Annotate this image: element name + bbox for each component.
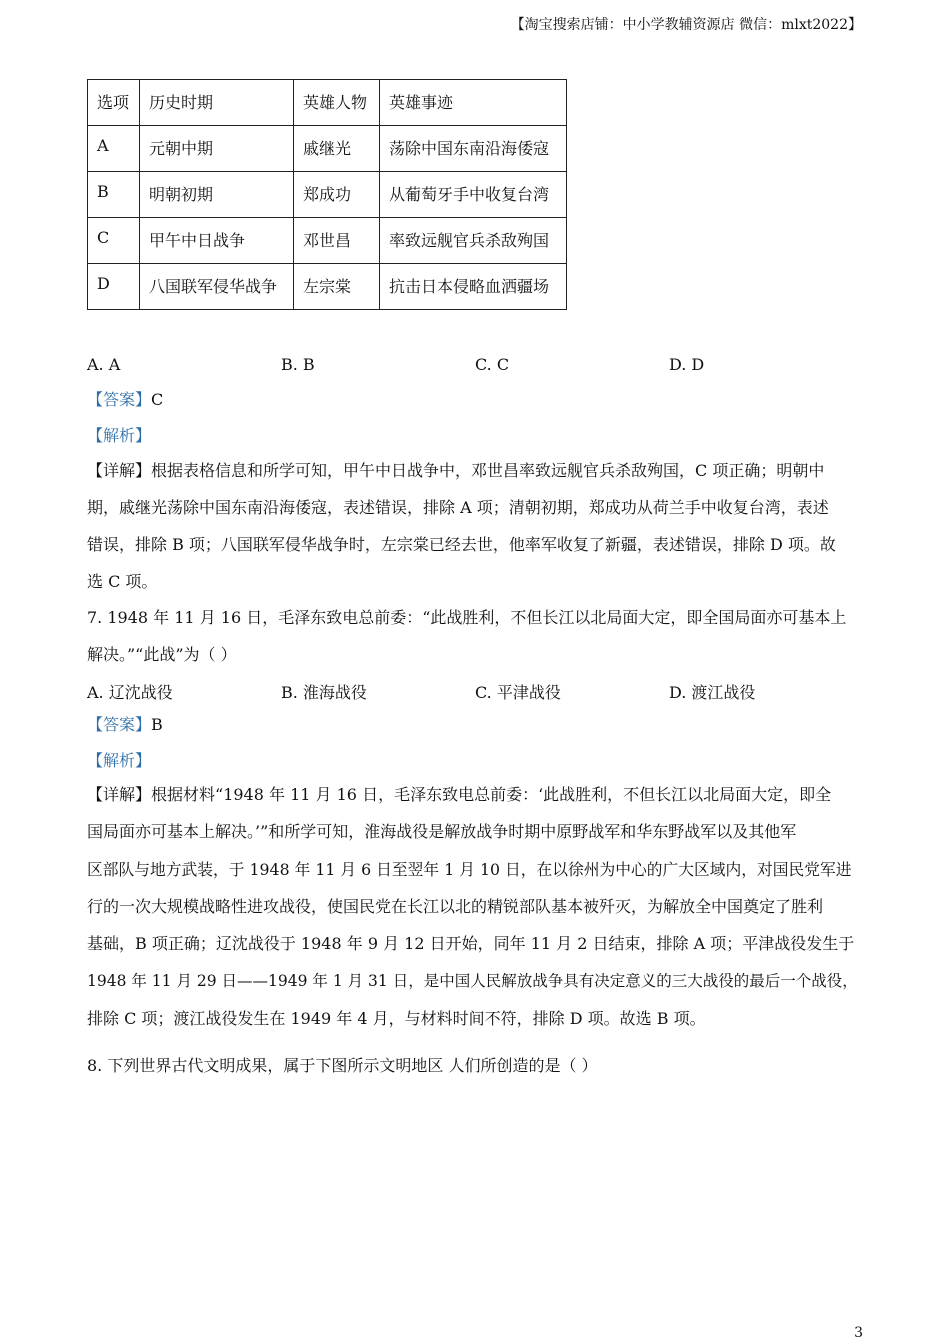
q7-stem-line: 解决。”“此战”为（ ） [87, 645, 237, 664]
answer-tag: 【答案】 [87, 715, 152, 734]
table-row [88, 172, 567, 218]
answer-tag: 【答案】 [87, 390, 152, 409]
table-cell: 明朝初期 [140, 172, 294, 218]
q8-stem: 8. 下列世界古代文明成果，属于下图所示文明地区 人们所创造的是（ ） [87, 1056, 598, 1075]
options-table [87, 79, 567, 310]
choice-d: D. D [669, 355, 705, 374]
analysis-tag: 【解析】 [87, 426, 152, 445]
table-cell: 八国联军侵华战争 [140, 264, 294, 310]
table-cell: 抗击日本侵略血洒疆场 [380, 264, 567, 310]
table-cell: C [88, 218, 140, 264]
q6-detail-line: 期，戚继光荡除中国东南沿海倭寇，表述错误，排除 A 项；清朝初期，郑成功从荷兰手中收复台湾，表述 [87, 498, 829, 517]
choice-c: C. C [475, 355, 510, 374]
choice-a: A. A [87, 355, 121, 374]
choice-b: B. B [281, 355, 315, 374]
table-header-row [88, 80, 567, 126]
table-cell: 邓世昌 [294, 218, 380, 264]
q7-detail-line: 国局面亦可基本上解决。’”和所学可知，淮海战役是解放战争时期中原野战军和华东野战军以及其他军 [87, 822, 797, 841]
q7-detail-line [87, 785, 863, 805]
answer-value: C [151, 390, 164, 409]
table-cell: 荡除中国东南沿海倭寇 [380, 126, 567, 172]
choice-c: C. 平津战役 [475, 683, 561, 702]
table-header-cell: 历史时期 [140, 80, 294, 126]
q6-detail-line: 选 C 项。 [87, 572, 158, 591]
analysis-tag: 【解析】 [87, 751, 152, 770]
choice-d: D. 渡江战役 [669, 683, 756, 702]
table-cell: D [88, 264, 140, 310]
table-cell: 率致远舰官兵杀敌殉国 [380, 218, 567, 264]
table-row [88, 126, 567, 172]
table-cell: 戚继光 [294, 126, 380, 172]
q6-detail-line [87, 461, 863, 481]
answer-value: B [151, 715, 163, 734]
q6-analysis [87, 426, 863, 446]
detail-tag: 【详解】 [87, 461, 152, 480]
table-header-cell: 选项 [88, 80, 140, 126]
table-cell: 郑成功 [294, 172, 380, 218]
q6-detail-line: 错误，排除 B 项；八国联军侵华战争时，左宗棠已经去世，他率军收复了新疆，表述错误，排除 D 项。故 [87, 535, 836, 554]
q7-analysis [87, 751, 863, 771]
page-header: 【淘宝搜索店铺：中小学教辅资源店 微信：mlxt2022】 [510, 17, 862, 33]
q7-detail-line: 基础，B 项正确；辽沈战役于 1948 年 9 月 12 日开始，同年 11 月 2 日结束，排除 A 项；平津战役发生于 [87, 934, 855, 953]
table-header-cell: 英雄事迹 [380, 80, 567, 126]
table-cell: 从葡萄牙手中收复台湾 [380, 172, 567, 218]
q7-stem-line: 7. 1948 年 11 月 16 日，毛泽东致电总前委：“此战胜利，不但长江以北局面大定，即全国局面亦可基本上 [87, 608, 847, 627]
q7-choices [87, 680, 863, 700]
table-cell: 元朝中期 [140, 126, 294, 172]
table-row [88, 264, 567, 310]
choice-b: B. 淮海战役 [281, 683, 367, 702]
table-cell: A [88, 126, 140, 172]
page-number: 3 [854, 1325, 863, 1341]
table-cell: 甲午中日战争 [140, 218, 294, 264]
q6-answer [87, 390, 863, 410]
table-cell: B [88, 172, 140, 218]
q7-detail-line: 行的一次大规模战略性进攻战役，使国民党在长江以北的精锐部队基本被歼灭，为解放全中国奠定了胜利 [87, 897, 824, 916]
detail-text: 根据表格信息和所学可知，甲午中日战争中，邓世昌率致远舰官兵杀敌殉国，C 项正确；明朝中 [151, 461, 825, 480]
choice-a: A. 辽沈战役 [87, 683, 173, 702]
q7-detail-line: 排除 C 项；渡江战役发生在 1949 年 4 月，与材料时间不符，排除 D 项。故选 B 项。 [87, 1009, 706, 1028]
q6-choices [87, 355, 863, 375]
detail-text: 根据材料“1948 年 11 月 16 日，毛泽东致电总前委：‘此战胜利，不但长江以北局面大定，即全 [151, 785, 832, 804]
table-cell: 左宗棠 [294, 264, 380, 310]
q7-answer [87, 715, 863, 735]
q7-detail-line: 区部队与地方武装，于 1948 年 11 月 6 日至翌年 1 月 10 日，在以徐州为中心的广大区域内，对国民党军进 [87, 860, 852, 879]
q7-detail-line: 1948 年 11 月 29 日——1949 年 1 月 31 日，是中国人民解放战争具有决定意义的三大战役的最后一个战役， [87, 972, 858, 990]
table-header-cell: 英雄人物 [294, 80, 380, 126]
table-row [88, 218, 567, 264]
detail-tag: 【详解】 [87, 785, 152, 804]
